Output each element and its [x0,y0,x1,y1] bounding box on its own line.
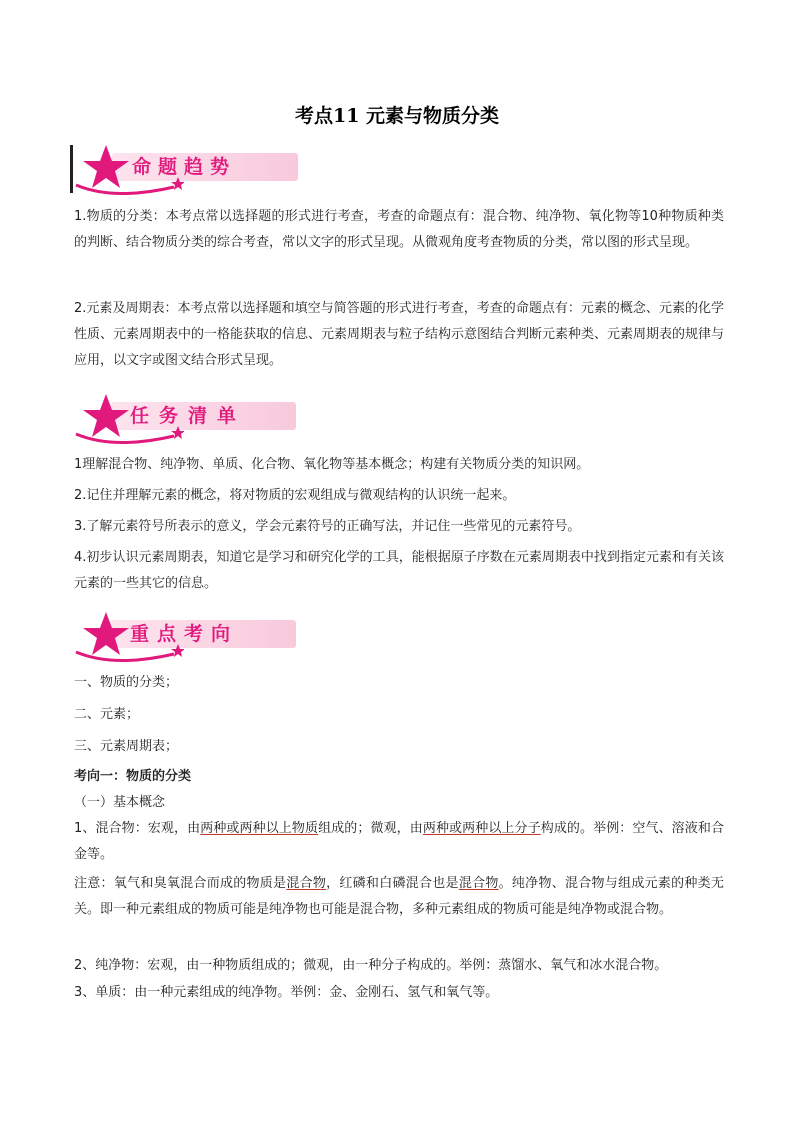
text-span: ，红磷和白磷混合也是 [326,876,459,891]
section-title-trend: 命题趋势 [132,156,237,178]
paragraph-element-substance: 3、单质：由一种元素组成的纯净物。举例：金、金刚石、氢气和氧气等。 [74,985,499,1000]
text-span: 构成的。举例：空气、溶液和合金等。 [74,821,724,862]
focus-item-3: 三、元素周期表； [74,739,179,754]
text-span: 。纯净物、混合物与组成元素的种类无关。即一种元素组成的物质可能是纯净物也可能是混合物，多种元素组成的物质可能是纯净物或混合物。 [74,876,724,917]
section-banner-task [70,394,300,442]
focus-item-2: 二、元素； [74,707,140,722]
trend-item-2: 2.元素及周期表：本考点常以选择题和填空与简答题的形式进行考查，考查的命题点有：元素的概念、元素的化学性质、元素周期表中的一格能获取的信息、元素周期表与粒子结构示意图结合判断元素种类、元素周期表的规律与应用，以文字或图文结合形式呈现。 [74,301,725,368]
task-item-4: 4.初步认识元素周期表，知道它是学习和研究化学的工具，能根据原子序数在元素周期表中找到指定元素和有关该元素的一些其它的信息。 [74,550,724,591]
text-span: 组成的；微观，由 [318,821,423,836]
trend-item-1: 1.物质的分类：本考点常以选择题的形式进行考查，考查的命题点有：混合物、纯净物、氧化物等10种物质种类的判断、结合物质分类的综合考查，常以文字的形式呈现。从微观角度考查物质的分类，常以图的形式呈现。 [74,209,724,250]
section-banner-trend [70,145,300,193]
banner-bar [70,145,73,193]
task-item-1: 1理解混合物、纯净物、单质、化合物、氧化物等基本概念；构建有关物质分类的知识网。 [74,457,590,472]
section-title-task: 任务清单 [130,405,247,427]
underlined-term: 混合物 [286,876,327,891]
text-span: 注意：氧气和臭氧混合而成的物质是 [74,876,287,891]
page-title: 考点11 元素与物质分类 [294,105,500,127]
task-item-2: 2.记住并理解元素的概念，将对物质的宏观组成与微观结构的认识统一起来。 [74,488,516,503]
focus-item-1: 一、物质的分类； [74,675,179,690]
underlined-term: 两种或两种以上分子 [422,821,541,836]
text-span: 1、混合物：宏观，由 [74,821,201,836]
direction-heading: 考向一：物质的分类 [74,769,192,784]
paragraph-note [74,871,724,923]
underlined-term: 混合物 [458,876,499,891]
direction-subheading: （一）基本概念 [74,795,166,810]
paragraph-pure-substance: 2、纯净物：宏观，由一种物质组成的；微观，由一种分子构成的。举例：蒸馏水、氧气和冰水混合物。 [74,958,668,973]
paragraph-mixture [74,816,724,868]
section-banner-focus [70,612,300,660]
underlined-term: 两种或两种以上物质 [200,821,319,836]
section-title-focus: 重点考向 [130,623,239,645]
task-item-3: 3.了解元素符号所表示的意义，学会元素符号的正确写法，并记住一些常见的元素符号。 [74,519,581,534]
